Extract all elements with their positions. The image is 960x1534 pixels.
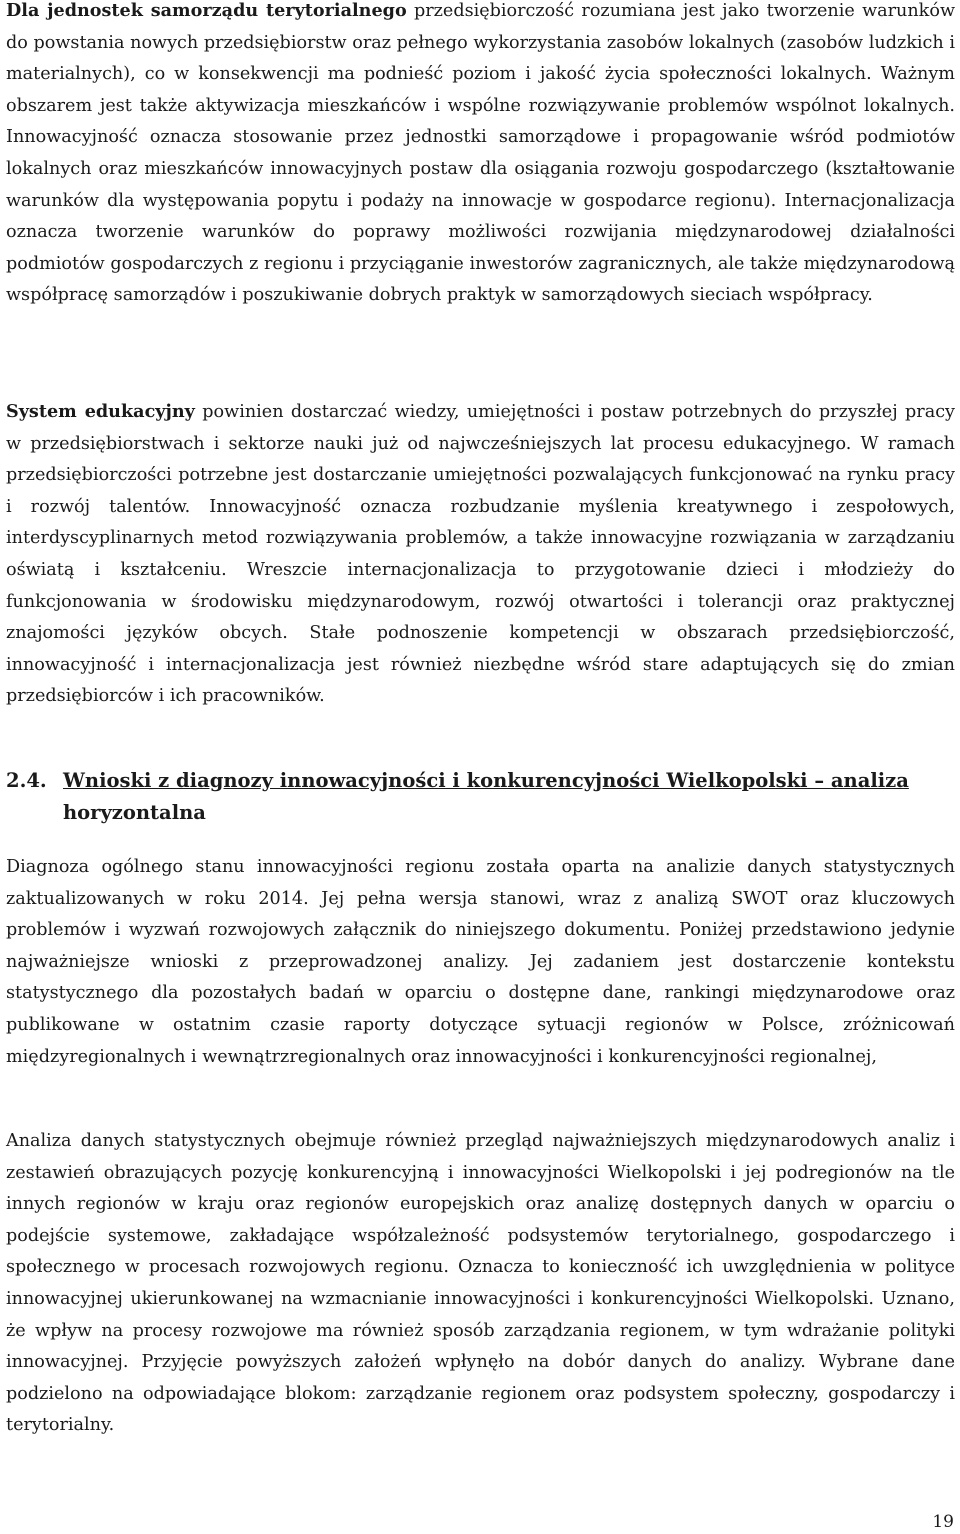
paragraph-lead-bold: Dla jednostek samorządu terytorialnego: [6, 0, 407, 21]
paragraph-lead-bold: System edukacyjny: [6, 401, 195, 422]
section-title: [63, 765, 955, 829]
paragraph-statistical-analysis: Analiza danych statystycznych obejmuje również przegląd najważniejszych międzynarodowych analiz i zestawień obrazujących pozycję konkurencyjną i innowacyjności Wielkopolski i jej podregionów na tle innych regionów w kraju oraz regionów europejskich oraz analizę dostępnych danych w oparciu o podejście systemowe, zakładające współzależność podsystemów terytorialnego, gospodarczego i społecznego w procesach rozwojowych regionu. Oznacza to konieczność ich uwzględnienia w polityce innowacyjnej ukierunkowanej na wzmacnianie innowacyjności i konkurencyjności Wielkopolski. Uznano, że wpływ na procesy rozwojowe ma również sposób zarządzania regionem, w tym wdrażanie polityki innowacyjnej. Przyjęcie powyższych założeń wpłynęło na dobór danych do analizy. Wybrane dane podzielono na odpowiadające blokom: zarządzanie regionem oraz podsystem społeczny, gospodarczy i terytorialny.: [6, 1131, 955, 1436]
section-number: 2.4.: [6, 769, 47, 792]
section-heading: [6, 765, 955, 829]
paragraph-education-system: [6, 396, 955, 713]
section-title-underlined: Wnioski z diagnozy innowacyjności i konkurencyjności Wielkopolski – analiza: [63, 769, 909, 792]
page-number: 19: [932, 1512, 954, 1532]
paragraph-diagnosis: Diagnoza ogólnego stanu innowacyjności regionu została oparta na analizie danych statystycznych zaktualizowanych w roku 2014. Jej pełna wersja stanowi, wraz z analizą SWOT oraz kluczowych problemów i wyzwań rozwojowych załącznik do niniejszego dokumentu. Poniżej przedstawiono jedynie najważniejsze wnioski z przeprowadzonej analizy. Jej zadaniem jest dostarczenie kontekstu statystycznego dla pozostałych badań w oparciu o dostępne dane, rankingi międzynarodowe oraz publikowane w ostatnim czasie raporty dotyczące sytuacji regionów w Polsce, zróżnicowań międzyregionalnych i wewnątrzregionalnych oraz innowacyjności i konkurencyjności regionalnej,: [6, 857, 955, 1067]
paragraph-body: przedsiębiorczość rozumiana jest jako tworzenie warunków do powstania nowych przedsiębiorstw oraz pełnego wykorzystania zasobów lokalnych (zasobów ludzkich i materialnych), co w konsekwencji ma podnieść poziom i jakość życia społeczności lokalnych. Ważnym obszarem jest także aktywizacja mieszkańców i wspólne rozwiązywanie problemów wspólnot lokalnych. Innowacyjność oznacza stosowanie przez jednostki samorządowe i propagowanie wśród podmiotów lokalnych oraz mieszkańców innowacyjnych postaw dla osiągania rozwoju gospodarczego (kształtowanie warunków dla występowania popytu i podaży na innowacje w gospodarce regionu). Internacjonalizacja oznacza tworzenie warunków do poprawy możliwości rozwijania międzynarodowej działalności podmiotów gospodarczych z regionu i przyciąganie inwestorów zagranicznych, ale także międzynarodową współpracę samorządów i poszukiwanie dobrych praktyk w samorządowych sieciach współpracy.: [6, 1, 955, 306]
section-title-rest: horyzontalna: [63, 801, 206, 824]
paragraph-body: powinien dostarczać wiedzy, umiejętności i postaw potrzebnych do przyszłej pracy w przedsiębiorstwach i sektorze nauki już od najwcześniejszych lat procesu edukacyjnego. W ramach przedsiębiorczości potrzebne jest dostarczanie umiejętności pozwalających funkcjonować na rynku pracy i rozwój talentów. Innowacyjność oznacza rozbudzanie myślenia kreatywnego i zespołowych, interdyscyplinarnych metod rozwiązywania problemów, a także innowacyjne rozwiązania w zarządzaniu oświatą i kształceniu. Wreszcie internacjonalizacja to przygotowanie dzieci i młodzieży do funkcjonowania w środowisku międzynarodowym, rozwój otwartości i tolerancji oraz praktycznej znajomości języków obcych. Stałe podnoszenie kompetencji w obszarach przedsiębiorczość, innowacyjność i internacjonalizacja jest również niezbędne wśród stare adaptujących się do zmian przedsiębiorców i ich pracowników.: [6, 402, 955, 707]
paragraph-local-government: [6, 0, 955, 312]
